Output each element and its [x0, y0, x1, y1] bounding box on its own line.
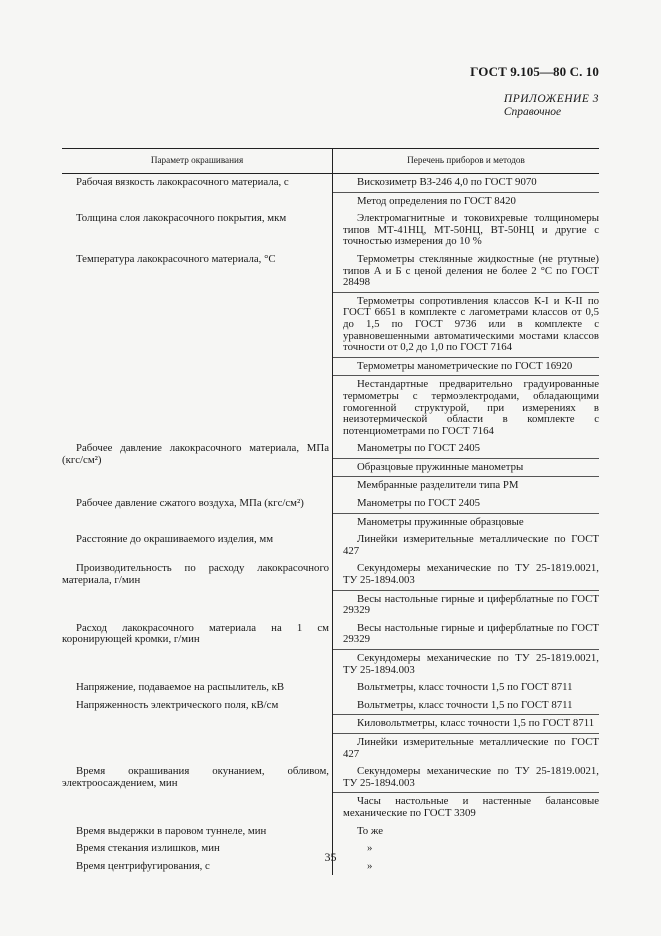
instruments-cell	[333, 560, 600, 619]
instruments-cell	[333, 679, 600, 697]
instrument-item: Весы настольные гирные и циферблатные по ГОСТ 29329	[343, 592, 599, 617]
instrument-item: Секундомеры механические по ТУ 25-1819.0021, ТУ 25-1894.003	[333, 763, 599, 793]
instrument-item: Термометры сопротивления классов К-I и К-II по ГОСТ 6651 в комплекте с лагометрами классов от 0,5 до 1,5 по ГОСТ 9736 или в комплекте с уравновешенными автоматическими мостами классов точности от 0,2 до 1,0 по ГОСТ 7164	[333, 293, 599, 358]
parameter-text: Время центрифугирования, с	[76, 859, 210, 872]
instrument-item: Манометры пружинные образцовые	[357, 515, 524, 528]
instruments-cell	[333, 763, 600, 822]
parameter-text: Температура лакокрасочного материала, °С	[76, 252, 276, 265]
instrument-item: Вольтметры, класс точности 1,5 по ГОСТ 8711	[333, 697, 599, 716]
instruments-cell	[333, 251, 600, 440]
instrument-item: Линейки измерительные металлические по ГОСТ 427	[343, 533, 599, 557]
appendix-title: ПРИЛОЖЕНИЕ 3	[503, 93, 599, 105]
instrument-item: Термометры стеклянные жидкостные (не ртутные) типов А и Б с ценой деления не более 2 °С по ГОСТ 28498	[333, 251, 599, 293]
appendix-heading	[504, 93, 599, 119]
gost-page-header: ГОСТ 9.105—80 С. 10	[470, 64, 599, 79]
parameter-text: Расход лакокрасочного материала на 1 см коронирующей кромки, г/мин	[62, 621, 329, 646]
parameter-cell	[62, 251, 333, 440]
table-row	[62, 174, 599, 211]
instruments-cell	[333, 210, 600, 251]
instruments-cell	[333, 495, 600, 531]
parameter-cell	[62, 679, 333, 697]
instrument-item: Образцовые пружинные манометры	[333, 459, 599, 478]
table-row	[62, 495, 599, 531]
table-row	[62, 531, 599, 560]
parameter-text: Время выдержки в паровом туннеле, мин	[76, 824, 267, 837]
column-header-instruments: Перечень приборов и методов	[333, 149, 600, 174]
parameter-cell	[62, 620, 333, 679]
instrument-item: Термометры манометрические по ГОСТ 16920	[333, 358, 599, 377]
instrument-item: Киловольтметры, класс точности 1,5 по ГОСТ 8711	[333, 715, 599, 734]
parameter-text: Толщина слоя лакокрасочного покрытия, мкм	[76, 212, 287, 225]
instrument-item: Электромагнитные и токовихревые толщиномеры типов МТ-41НЦ, МТ-50НЦ, ВТ-50НЦ и другие с точностью измерения до 10 %	[343, 212, 599, 248]
parameter-text: Время стекания излишков, мин	[76, 842, 220, 855]
instrument-item: Метод определения по ГОСТ 8420	[357, 194, 516, 207]
table-row	[62, 560, 599, 619]
parameter-cell	[62, 531, 333, 560]
parameter-text: Расстояние до окрашиваемого изделия, мм	[76, 533, 274, 546]
instrument-item: »	[367, 859, 373, 872]
table-body	[62, 174, 599, 876]
table-row	[62, 823, 599, 841]
parameter-text: Напряжение, подаваемое на распылитель, кВ	[76, 681, 285, 694]
parameter-text: Время окрашивания окунанием, обливом, электроосаждением, мин	[62, 765, 329, 789]
instruments-table	[62, 148, 599, 875]
instruments-cell	[333, 174, 600, 211]
parameter-cell	[62, 763, 333, 822]
table-header-row	[62, 149, 599, 174]
instrument-item: Манометры по ГОСТ 2405	[333, 495, 599, 514]
appendix-subtitle: Справочное	[503, 106, 562, 118]
parameter-text: Рабочее давление лакокрасочного материала, МПа (кгс/см²)	[62, 442, 329, 466]
parameter-text: Рабочая вязкость лакокрасочного материала, с	[76, 176, 289, 188]
page-number: 35	[324, 850, 337, 864]
table-row	[62, 679, 599, 697]
table-row	[62, 697, 599, 763]
table-row	[62, 440, 599, 495]
instrument-item: Весы настольные гирные и циферблатные по ГОСТ 29329	[333, 620, 599, 650]
table-row	[62, 620, 599, 679]
instruments-cell	[333, 823, 600, 841]
parameter-cell	[62, 495, 333, 531]
instruments-cell	[333, 531, 600, 560]
table-row	[62, 763, 599, 822]
parameter-text: Рабочее давление сжатого воздуха, МПа (кгс/см²)	[76, 497, 304, 510]
instrument-item: Часы настольные и настенные балансовые механические по ГОСТ 3309	[343, 795, 599, 819]
table-row	[62, 210, 599, 251]
parameter-cell	[62, 210, 333, 251]
parameter-cell	[62, 440, 333, 495]
parameter-cell	[62, 560, 333, 619]
instruments-cell	[333, 620, 600, 679]
parameter-text: Производительность по расходу лакокрасочного материала, г/мин	[62, 562, 329, 587]
instrument-item: Нестандартные предварительно градуированные термометры с термоэлектродами, обладающими гомогенной структурой, при измерениях в неизотермической области в комплекте с потенциометрами по ГОСТ 7164	[343, 378, 599, 437]
instrument-item: Мембранные разделители типа РМ	[357, 479, 519, 492]
instrument-item: Секундомеры механические по ТУ 25-1819.0021, ТУ 25-1894.003	[333, 560, 599, 590]
instrument-item: То же	[357, 824, 383, 837]
instrument-item: Вискозиметр ВЗ-246 4,0 по ГОСТ 9070	[333, 174, 599, 193]
column-header-parameter: Параметр окрашивания	[62, 149, 333, 174]
instrument-item: Манометры по ГОСТ 2405	[333, 440, 599, 459]
parameter-cell	[62, 823, 333, 841]
instrument-item: Вольтметры, класс точности 1,5 по ГОСТ 8711	[357, 681, 573, 694]
parameter-cell	[62, 697, 333, 763]
parameter-text: Напряженность электрического поля, кВ/см	[76, 698, 279, 711]
instrument-item: Линейки измерительные металлические по ГОСТ 427	[343, 735, 599, 760]
instruments-cell	[333, 440, 600, 495]
instruments-cell	[333, 697, 600, 763]
instrument-item: Секундомеры механические по ТУ 25-1819.0021, ТУ 25-1894.003	[343, 652, 599, 676]
table-row	[62, 251, 599, 440]
parameter-cell	[62, 174, 333, 211]
instrument-item: »	[367, 842, 373, 855]
